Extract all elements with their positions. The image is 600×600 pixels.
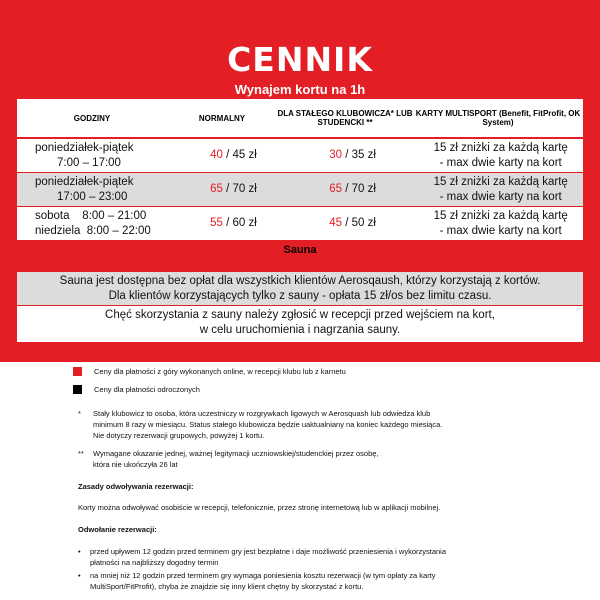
price-table-header bbox=[17, 99, 583, 137]
row-normal-price: 65 / 70 zł bbox=[210, 183, 257, 195]
sauna-notice: Chęć skorzystania z sauny należy zgłosić w recepcji przed wejściem na kort, w celu uruchomienia i nagrzania sauny. bbox=[17, 306, 583, 342]
row-normal-price: 55 / 60 zł bbox=[210, 217, 257, 229]
list-item: • przed upływem 12 godzin przed terminem gry jest bezpłatne i daje możliwość przeniesienia i wykorzystania płatności na najbliższy dogodny termin bbox=[78, 547, 446, 567]
rules-text: Korty można odwoływać osobiście w recepcji, telefonicznie, przez stronę internetową lub w aplikacji mobilnej. bbox=[78, 503, 441, 512]
page-title: CENNIK bbox=[227, 40, 373, 79]
row-hours: sobota 8:00 – 21:00 niedziela 8:00 – 22:00 bbox=[35, 209, 151, 237]
row-hours: poniedziałek-piątek 17:00 – 23:00 bbox=[35, 175, 134, 203]
row-normal-price: 40 / 45 zł bbox=[210, 149, 257, 161]
table-row bbox=[17, 207, 583, 240]
row-multisport: 15 zł zniżki za każdą kartę - max dwie karty na kort bbox=[433, 141, 568, 169]
cancellation-heading: Odwołanie rezerwacji: bbox=[78, 525, 157, 534]
sauna-heading: Sauna bbox=[283, 244, 317, 256]
table-row bbox=[17, 173, 583, 206]
row-member-price: 65 / 70 zł bbox=[329, 183, 376, 195]
header-normal: NORMALNY bbox=[198, 113, 246, 123]
rules-heading: Zasady odwoływania rezerwacji: bbox=[78, 482, 194, 491]
sauna-info: Sauna jest dostępna bez opłat dla wszystkich klientów Aerosqaush, którzy korzystają z kortów. Dla klientów korzystających tylko z sauny - opłata 15 zł/os bez limitu czasu. bbox=[17, 272, 583, 305]
list-item: • na mniej niż 12 godzin przed terminem gry wymaga poniesienia kosztu rezerwacji (w tym opłaty za karty MultiSport/FitProfit), chyba że znajdzie się inny klient chętny by skorzystać z kortu. bbox=[78, 571, 436, 591]
legend-red: Ceny dla płatności z góry wykonanych online, w recepcji klubu lub z karnetu bbox=[73, 367, 346, 376]
black-square-icon bbox=[73, 385, 82, 394]
red-square-icon bbox=[73, 367, 82, 376]
header-hours: GODZINY bbox=[73, 113, 111, 123]
row-multisport: 15 zł zniżki za każdą kartę - max dwie karty na kort bbox=[433, 175, 568, 203]
page-subtitle: Wynajem kortu na 1h bbox=[234, 82, 366, 97]
row-member-price: 30 / 35 zł bbox=[329, 149, 376, 161]
row-multisport: 15 zł zniżki za każdą kartę - max dwie karty na kort bbox=[433, 209, 568, 237]
header-multisport: KARTY MULTISPORT (Benefit, FitProfit, OK System) bbox=[415, 109, 581, 127]
row-member-price: 45 / 50 zł bbox=[329, 217, 376, 229]
header-member: DLA STAŁEGO KLUBOWICZA* LUB STUDENCKI ** bbox=[277, 109, 413, 127]
footnote-student: ** Wymagane okazanie jednej, ważnej legitymacji uczniowskiej/studenckiej przez osobę, która nie ukończyła 26 lat bbox=[78, 449, 379, 469]
table-row bbox=[17, 139, 583, 172]
footnote-member: * Stały klubowicz to osoba, która uczestniczy w rozgrywkach ligowych w Aerosquash lub odwiedza klub minimum 8 razy w miesiącu. Status stałego klubowicza będzie uaktualniany na koniec każdego miesiąca. Nie dotyczy rezerwacji grupowych, powyżej 1 kortu. bbox=[78, 409, 443, 440]
legend-black: Ceny dla płatności odroczonych bbox=[73, 385, 200, 394]
row-hours: poniedziałek-piątek 7:00 – 17:00 bbox=[35, 141, 134, 169]
